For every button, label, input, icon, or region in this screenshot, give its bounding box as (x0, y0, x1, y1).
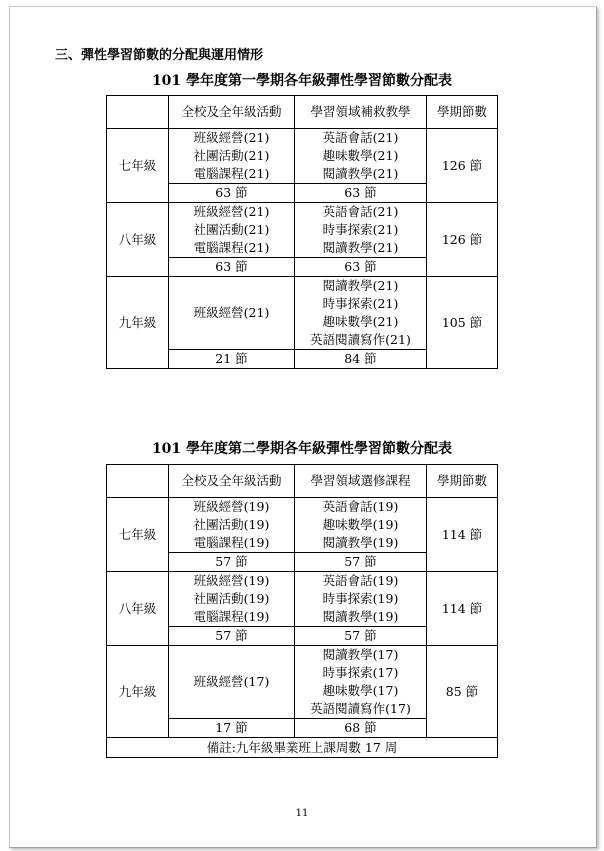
table-caption-semester-2: 101 學年度第二學期各年級彈性學習節數分配表 (151, 441, 453, 457)
school-activities-cell (169, 277, 295, 350)
allocation-table-semester-1 (106, 95, 498, 369)
table-note: 備註:九年級畢業班上課周數 17 周 (107, 738, 498, 758)
allocation-table-semester-2 (106, 464, 498, 758)
semester-total: 126 節 (427, 203, 498, 277)
school-activity-item: 社團活動(21) (193, 222, 270, 237)
learning-areas-subtotal: 68 節 (295, 719, 427, 738)
school-activity-item: 電腦課程(19) (193, 609, 270, 624)
column-header (107, 465, 169, 498)
note-row (107, 738, 498, 758)
school-activities-cell (169, 572, 295, 627)
learning-areas-subtotal: 57 節 (295, 553, 427, 572)
learning-areas-cell (295, 498, 427, 553)
school-activities-subtotal: 57 節 (169, 627, 295, 646)
school-activities-cell (169, 646, 295, 719)
learning-areas-cell (295, 277, 427, 350)
school-activity-item: 班級經營(17) (193, 674, 270, 689)
learning-areas-subtotal: 84 節 (295, 350, 427, 369)
school-activity-item: 電腦課程(19) (193, 535, 270, 550)
learning-area-item: 閱讀教學(21) (322, 240, 399, 255)
school-activities-subtotal: 57 節 (169, 553, 295, 572)
school-activities-subtotal: 17 節 (169, 719, 295, 738)
learning-area-item: 閱讀教學(19) (322, 535, 399, 550)
grade-row (107, 572, 498, 627)
learning-area-item: 時事探索(21) (322, 296, 399, 311)
column-header: 學習領域選修課程 (295, 465, 427, 498)
learning-area-item: 閱讀教學(21) (322, 166, 399, 181)
school-activities-subtotal: 63 節 (169, 258, 295, 277)
school-activities-subtotal: 63 節 (169, 184, 295, 203)
school-activities-cell (169, 129, 295, 184)
learning-areas-cell (295, 203, 427, 258)
school-activities-cell (169, 203, 295, 258)
learning-area-item: 時事探索(17) (322, 665, 399, 680)
learning-areas-subtotal: 63 節 (295, 258, 427, 277)
column-header: 學習領域補救教學 (295, 96, 427, 129)
table-caption-semester-1: 101 學年度第一學期各年級彈性學習節數分配表 (151, 73, 453, 89)
learning-area-item: 英語會話(19) (322, 499, 399, 514)
school-activity-item: 社團活動(21) (193, 148, 270, 163)
learning-area-item: 英語會話(21) (322, 204, 399, 219)
learning-areas-subtotal: 57 節 (295, 627, 427, 646)
learning-area-item: 趣味數學(17) (322, 683, 399, 698)
school-activity-item: 班級經營(21) (193, 130, 270, 145)
school-activity-item: 社團活動(19) (193, 591, 270, 606)
column-header: 學期節數 (427, 96, 498, 129)
learning-area-item: 時事探索(21) (322, 222, 399, 237)
learning-area-item: 英語閱讀寫作(17) (310, 701, 411, 716)
column-header (107, 96, 169, 129)
learning-area-item: 趣味數學(21) (322, 314, 399, 329)
grade-name: 九年級 (107, 646, 169, 738)
learning-area-item: 時事探索(19) (322, 591, 399, 606)
grade-name: 七年級 (107, 129, 169, 203)
grade-row (107, 277, 498, 350)
section-heading: 三、彈性學習節數的分配與運用情形 (55, 48, 264, 63)
learning-areas-cell (295, 129, 427, 184)
grade-name: 九年級 (107, 277, 169, 369)
column-header: 全校及全年級活動 (169, 465, 295, 498)
learning-areas-cell (295, 572, 427, 627)
school-activities-subtotal: 21 節 (169, 350, 295, 369)
header-row (107, 96, 498, 129)
learning-area-item: 閱讀教學(19) (322, 609, 399, 624)
school-activity-item: 班級經營(21) (193, 204, 270, 219)
grade-name: 七年級 (107, 498, 169, 572)
learning-areas-cell (295, 646, 427, 719)
semester-total: 114 節 (427, 572, 498, 646)
learning-area-item: 英語閱讀寫作(21) (310, 332, 411, 347)
semester-total: 126 節 (427, 129, 498, 203)
learning-area-item: 趣味數學(21) (322, 148, 399, 163)
semester-total: 85 節 (427, 646, 498, 738)
grade-name: 八年級 (107, 203, 169, 277)
school-activities-cell (169, 498, 295, 553)
grade-row (107, 498, 498, 553)
school-activity-item: 社團活動(19) (193, 517, 270, 532)
grade-row (107, 646, 498, 719)
column-header: 全校及全年級活動 (169, 96, 295, 129)
school-activity-item: 電腦課程(21) (193, 240, 270, 255)
learning-area-item: 英語會話(19) (322, 573, 399, 588)
school-activity-item: 班級經營(19) (193, 573, 270, 588)
grade-row (107, 129, 498, 184)
school-activity-item: 電腦課程(21) (193, 166, 270, 181)
column-header: 學期節數 (427, 465, 498, 498)
learning-area-item: 閱讀教學(17) (322, 647, 399, 662)
grade-name: 八年級 (107, 572, 169, 646)
grade-row (107, 203, 498, 258)
semester-total: 114 節 (427, 498, 498, 572)
learning-areas-subtotal: 63 節 (295, 184, 427, 203)
learning-area-item: 趣味數學(19) (322, 517, 399, 532)
learning-area-item: 英語會話(21) (322, 130, 399, 145)
school-activity-item: 班級經營(19) (193, 499, 270, 514)
page-number: 11 (295, 808, 309, 819)
semester-total: 105 節 (427, 277, 498, 369)
learning-area-item: 閱讀教學(21) (322, 278, 399, 293)
header-row (107, 465, 498, 498)
school-activity-item: 班級經營(21) (193, 305, 270, 320)
